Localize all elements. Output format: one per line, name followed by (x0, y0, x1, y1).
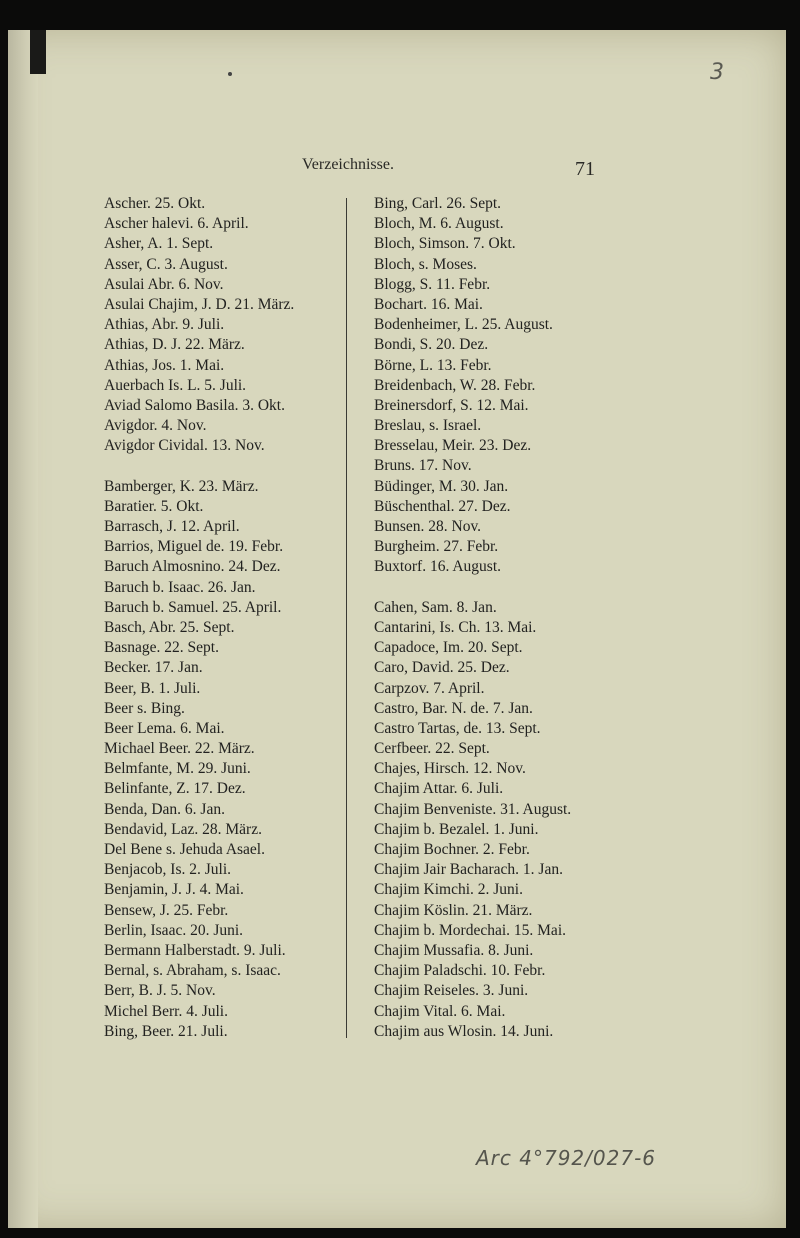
index-entry: Basnage. 22. Sept. (104, 639, 219, 657)
index-entry: Baruch b. Samuel. 25. April. (104, 598, 282, 616)
index-entry: Chajim Jair Bacharach. 1. Jan. (374, 861, 563, 879)
index-entry: Carpzov. 7. April. (374, 679, 485, 697)
index-entry: Auerbach Is. L. 5. Juli. (104, 376, 247, 394)
index-entry: Berr, B. J. 5. Nov. (104, 982, 216, 1000)
index-entry: Chajim b. Bezalel. 1. Juni. (374, 820, 539, 838)
index-entry: Beer Lema. 6. Mai. (104, 719, 225, 737)
section-gap (374, 578, 634, 598)
section-gap (104, 456, 344, 476)
index-entry: Chajim aus Wlosin. 14. Juni. (374, 1022, 554, 1040)
index-entry: Bodenheimer, L. 25. August. (374, 316, 553, 334)
index-entry: Chajim Benveniste. 31. August. (374, 800, 572, 818)
index-entry: Büschenthal. 27. Dez. (374, 497, 511, 515)
index-entry: Bing, Beer. 21. Juli. (104, 1022, 228, 1040)
index-entry: Asulai Chajim, J. D. 21. März. (104, 295, 295, 313)
index-entry: Chajim Kimchi. 2. Juni. (374, 881, 523, 899)
index-entry: Bernal, s. Abraham, s. Isaac. (104, 962, 281, 980)
document-page (8, 30, 786, 1228)
index-entry: Barrasch, J. 12. April. (104, 518, 240, 535)
index-entry: Buxtorf. 16. August. (374, 558, 502, 576)
index-entry: Capadoce, Im. 20. Sept. (374, 639, 523, 657)
index-entry: Bondi, S. 20. Dez. (374, 336, 489, 354)
index-entry: Cantarini, Is. Ch. 13. Mai. (374, 618, 537, 636)
index-entry: Bloch, M. 6. August. (374, 215, 504, 233)
index-entry: Cerfbeer. 22. Sept. (374, 740, 490, 758)
index-entry: Bendavid, Laz. 28. März. (104, 820, 262, 838)
index-entry: Aviad Salomo Basila. 3. Okt. (104, 396, 285, 414)
index-entry: Benjamin, J. J. 4. Mai. (104, 881, 244, 899)
index-entry: Breinersdorf, S. 12. Mai. (374, 396, 529, 414)
index-entry: Bresselau, Meir. 23. Dez. (374, 437, 532, 455)
index-entry: Caro, David. 25. Dez. (374, 659, 510, 677)
index-entry: Bochart. 16. Mai. (374, 295, 483, 313)
index-entry: Michael Beer. 22. März. (104, 740, 255, 758)
index-entry: Bamberger, K. 23. März. (104, 477, 259, 495)
index-entry: Breidenbach, W. 28. Febr. (374, 376, 536, 394)
index-entry: Baruch Almosnino. 24. Dez. (104, 558, 281, 576)
index-entry: Beer s. Bing. (104, 699, 185, 717)
index-entry: Burgheim. 27. Febr. (374, 538, 499, 556)
index-entry: Bloch, Simson. 7. Okt. (374, 235, 516, 253)
index-entry: Chajim Attar. 6. Juli. (374, 780, 504, 798)
index-entry: Bunsen. 28. Nov. (374, 518, 482, 535)
index-entry: Barrios, Miguel de. 19. Febr. (104, 538, 284, 556)
index-entry: Benjacob, Is. 2. Juli. (104, 861, 231, 879)
index-entry: Asher, A. 1. Sept. (104, 235, 214, 253)
index-entry: Börne, L. 13. Febr. (374, 356, 492, 374)
index-entry: Asulai Abr. 6. Nov. (104, 275, 224, 293)
index-entry: Athias, Abr. 9. Juli. (104, 316, 225, 334)
index-entry: Del Bene s. Jehuda Asael. (104, 841, 265, 858)
index-entry: Bensew, J. 25. Febr. (104, 901, 229, 919)
index-entry: Beer, B. 1. Juli. (104, 679, 201, 697)
index-entry: Castro Tartas, de. 13. Sept. (374, 719, 541, 737)
index-entry: Chajes, Hirsch. 12. Nov. (374, 760, 526, 778)
index-entry: Bermann Halberstadt. 9. Juli. (104, 941, 286, 959)
index-entry: Baruch b. Isaac. 26. Jan. (104, 578, 256, 596)
index-entry: Castro, Bar. N. de. 7. Jan. (374, 699, 533, 717)
index-entry: Becker. 17. Jan. (104, 659, 203, 677)
index-entry: Michel Berr. 4. Juli. (104, 1002, 228, 1020)
index-entry: Cahen, Sam. 8. Jan. (374, 598, 497, 616)
index-entry: Asser, C. 3. August. (104, 255, 228, 273)
index-entry: Büdinger, M. 30. Jan. (374, 477, 509, 495)
index-entry: Belmfante, M. 29. Juni. (104, 760, 251, 778)
index-entry: Baratier. 5. Okt. (104, 497, 204, 515)
index-entry: Chajim Paladschi. 10. Febr. (374, 962, 546, 980)
index-entry: Avigdor. 4. Nov. (104, 417, 207, 435)
index-entry: Benda, Dan. 6. Jan. (104, 800, 225, 818)
index-entry: Bloch, s. Moses. (374, 255, 477, 273)
index-entry: Belinfante, Z. 17. Dez. (104, 780, 246, 798)
index-entry: Chajim Bochner. 2. Febr. (374, 841, 530, 858)
index-entry: Athias, D. J. 22. März. (104, 336, 245, 354)
index-entry: Ascher halevi. 6. April. (104, 215, 249, 233)
index-entry: Breslau, s. Israel. (374, 417, 482, 435)
index-entry: Chajim b. Mordechai. 15. Mai. (374, 921, 566, 939)
index-entry: Chajim Mussafia. 8. Juni. (374, 941, 534, 959)
binding-clip (30, 30, 46, 74)
right-column (374, 194, 634, 1042)
pencil-page-number: 3 (710, 60, 724, 85)
index-entry: Ascher. 25. Okt. (104, 195, 206, 212)
page-spine (8, 30, 38, 1228)
column-divider (346, 198, 347, 1038)
index-entry: Avigdor Cividal. 13. Nov. (104, 437, 265, 455)
left-column (104, 194, 344, 1042)
index-entry: Bruns. 17. Nov. (374, 457, 472, 475)
index-entry: Chajim Köslin. 21. März. (374, 901, 533, 919)
ink-dot (228, 72, 232, 76)
index-entry: Chajim Vital. 6. Mai. (374, 1002, 506, 1020)
index-entry: Athias, Jos. 1. Mai. (104, 356, 225, 374)
index-entry: Berlin, Isaac. 20. Juni. (104, 921, 244, 939)
index-entry: Bing, Carl. 26. Sept. (374, 195, 502, 212)
shelfmark: Arc 4°792/027-6 (476, 1146, 657, 1170)
page-number: 71 (575, 158, 595, 180)
index-entry: Chajim Reiseles. 3. Juni. (374, 982, 529, 1000)
index-entry: Blogg, S. 11. Febr. (374, 275, 491, 293)
index-entry: Basch, Abr. 25. Sept. (104, 618, 235, 636)
running-head: Verzeichnisse. (302, 156, 394, 173)
